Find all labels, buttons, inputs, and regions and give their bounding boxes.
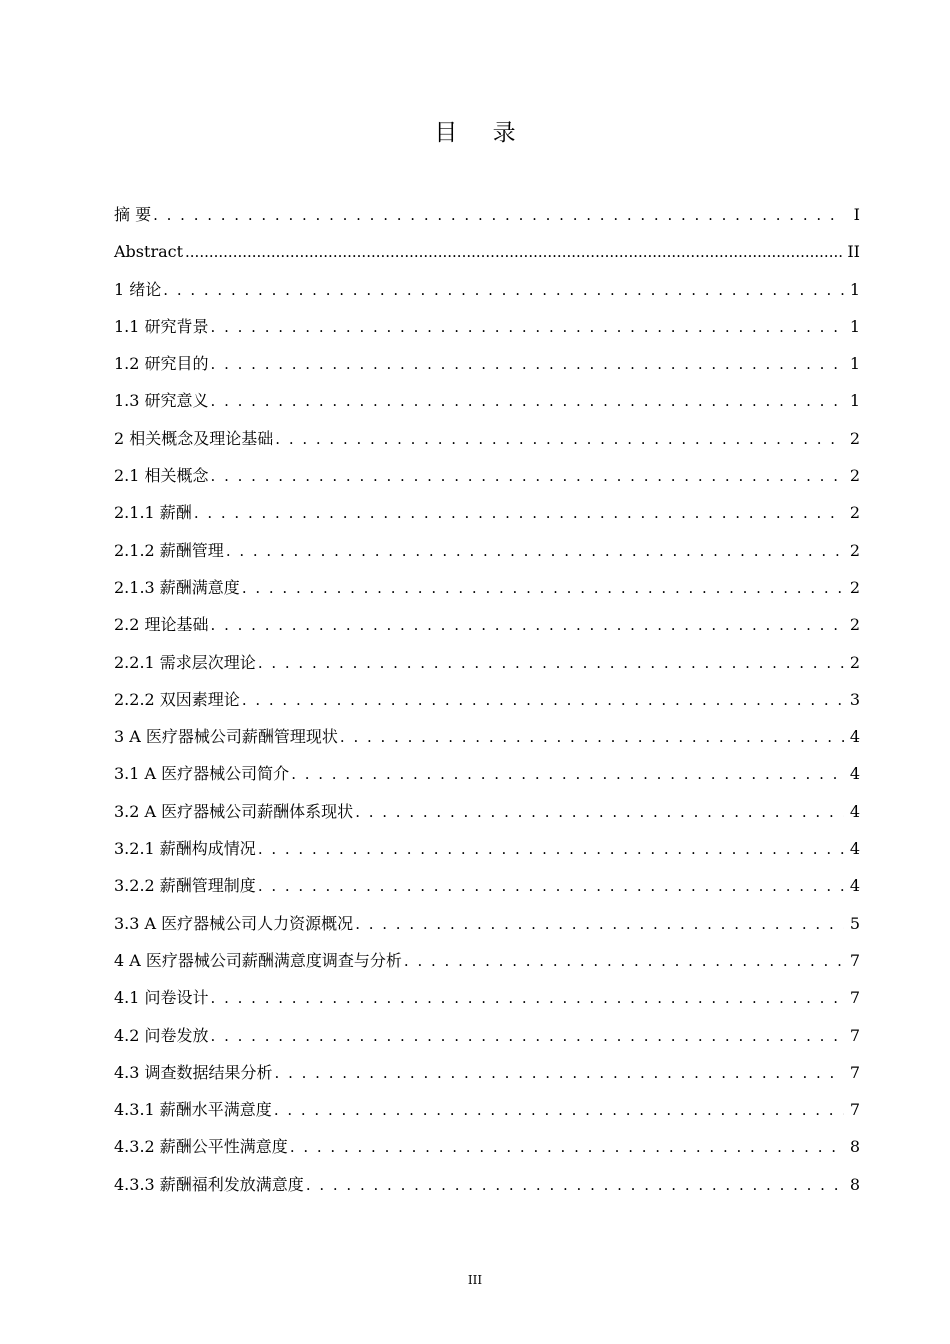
dot-leader [291, 756, 844, 793]
toc-entry-page: 7 [849, 988, 860, 1008]
toc-entry-page: 7 [849, 1062, 860, 1082]
dot-leader [185, 234, 844, 271]
toc-entry-label: 2.1.1 薪酬 [114, 503, 192, 523]
toc-entry-label: 1.2 研究目的 [114, 354, 209, 374]
dot-leader [404, 943, 844, 980]
toc-entry[interactable] [114, 233, 860, 270]
toc-entry-page: 8 [849, 1174, 860, 1194]
toc-entry-page: 5 [849, 913, 860, 933]
toc-entry-page: 8 [849, 1137, 860, 1157]
dot-leader [290, 1129, 844, 1166]
dot-leader [275, 421, 844, 458]
toc-entry[interactable] [114, 345, 860, 382]
dot-leader [211, 458, 844, 495]
toc-entry-page: 4 [849, 876, 860, 896]
toc-entry[interactable] [114, 569, 860, 606]
toc-entry[interactable] [114, 494, 860, 531]
page-number: III [467, 1273, 483, 1287]
toc-entry-label: 4.3.3 薪酬福利发放满意度 [114, 1174, 304, 1194]
toc-entry[interactable] [114, 942, 860, 979]
toc-entry-page: 1 [849, 316, 860, 336]
toc-entry[interactable] [114, 793, 860, 830]
toc-entry-label: 2.1.3 薪酬满意度 [114, 577, 240, 597]
toc-entry[interactable] [114, 681, 860, 718]
toc-entry[interactable] [114, 755, 860, 792]
toc-entry[interactable] [114, 1054, 860, 1091]
toc-entry-label: 1 绪论 [114, 279, 162, 299]
toc-entry-page: 3 [849, 689, 860, 709]
toc-entry-label: 2.1.2 薪酬管理 [114, 540, 224, 560]
toc-entry[interactable] [114, 457, 860, 494]
dot-leader [153, 197, 844, 234]
table-of-contents [114, 196, 860, 1203]
toc-entry-page: 2 [849, 577, 860, 597]
toc-entry-label: 4.1 问卷设计 [114, 988, 209, 1008]
toc-entry-label: 2.2.2 双因素理论 [114, 689, 240, 709]
toc-entry-label: 3.2.2 薪酬管理制度 [114, 876, 256, 896]
dot-leader [211, 607, 844, 644]
toc-entry-page: II [847, 242, 860, 262]
toc-entry[interactable] [114, 1017, 860, 1054]
toc-entry-label: 4.2 问卷发放 [114, 1025, 209, 1045]
toc-entry-page: 4 [849, 839, 860, 859]
toc-entry[interactable] [114, 867, 860, 904]
toc-entry-label: 4.3.1 薪酬水平满意度 [114, 1100, 272, 1120]
toc-entry[interactable] [114, 1128, 860, 1165]
toc-entry-label: 2 相关概念及理论基础 [114, 428, 274, 448]
toc-entry-page: 1 [849, 354, 860, 374]
toc-entry[interactable] [114, 532, 860, 569]
toc-entry-label: 3.2.1 薪酬构成情况 [114, 839, 256, 859]
toc-entry-label: 1.1 研究背景 [114, 316, 209, 336]
toc-entry-page: 1 [849, 391, 860, 411]
toc-entry-label: 4.3.2 薪酬公平性满意度 [114, 1137, 288, 1157]
dot-leader [211, 1018, 844, 1055]
toc-entry-label: 3.2 A 医疗器械公司薪酬体系现状 [114, 801, 354, 821]
toc-entry[interactable] [114, 905, 860, 942]
toc-entry[interactable] [114, 830, 860, 867]
toc-title: 目 录 [434, 120, 530, 146]
toc-entry-page: 2 [849, 466, 860, 486]
toc-entry-label: 3.3 A 医疗器械公司人力资源概况 [114, 913, 354, 933]
toc-entry-page: 1 [849, 279, 860, 299]
toc-entry-page: 2 [849, 615, 860, 635]
toc-entry-label: 4 A 医疗器械公司薪酬满意度调查与分析 [114, 950, 402, 970]
dot-leader [211, 309, 844, 346]
toc-entry-page: 2 [849, 652, 860, 672]
toc-entry-page: 7 [849, 1100, 860, 1120]
toc-entry-page: 2 [849, 540, 860, 560]
toc-entry-label: 2.2 理论基础 [114, 615, 209, 635]
dot-leader [355, 794, 844, 831]
dot-leader [211, 980, 844, 1017]
toc-entry[interactable] [114, 308, 860, 345]
toc-entry-page: 4 [849, 727, 860, 747]
toc-entry-page: 7 [849, 950, 860, 970]
dot-leader [258, 831, 844, 868]
dot-leader [258, 868, 844, 905]
dot-leader [306, 1167, 844, 1204]
dot-leader [355, 906, 844, 943]
dot-leader [163, 272, 844, 309]
toc-entry[interactable] [114, 606, 860, 643]
toc-entry-page: 4 [849, 764, 860, 784]
toc-entry[interactable] [114, 1166, 860, 1203]
dot-leader [226, 533, 844, 570]
toc-entry[interactable] [114, 979, 860, 1016]
toc-entry-page: 2 [849, 503, 860, 523]
toc-entry-label: 3.1 A 医疗器械公司简介 [114, 764, 290, 784]
toc-entry-label: Abstract [114, 242, 184, 262]
toc-entry-label: 4.3 调查数据结果分析 [114, 1062, 273, 1082]
toc-entry[interactable] [114, 718, 860, 755]
toc-entry[interactable] [114, 644, 860, 681]
toc-entry-label: 2.2.1 需求层次理论 [114, 652, 256, 672]
dot-leader [340, 719, 844, 756]
dot-leader [274, 1092, 844, 1129]
dot-leader [242, 570, 844, 607]
dot-leader [242, 682, 844, 719]
toc-entry-page: 2 [849, 428, 860, 448]
toc-entry[interactable] [114, 382, 860, 419]
toc-entry-page: 7 [849, 1025, 860, 1045]
toc-entry-label: 1.3 研究意义 [114, 391, 209, 411]
toc-entry-label: 摘 要 [114, 205, 152, 224]
toc-entry[interactable] [114, 196, 860, 233]
toc-entry-label: 2.1 相关概念 [114, 466, 209, 486]
toc-entry[interactable] [114, 420, 860, 457]
toc-entry-label: 3 A 医疗器械公司薪酬管理现状 [114, 727, 338, 747]
toc-entry-page: 4 [849, 801, 860, 821]
dot-leader [211, 346, 844, 383]
dot-leader [194, 495, 844, 532]
toc-entry-page: I [853, 205, 860, 224]
dot-leader [211, 383, 844, 420]
dot-leader [275, 1055, 844, 1092]
toc-entry[interactable] [114, 271, 860, 308]
toc-entry[interactable] [114, 1091, 860, 1128]
dot-leader [258, 645, 844, 682]
